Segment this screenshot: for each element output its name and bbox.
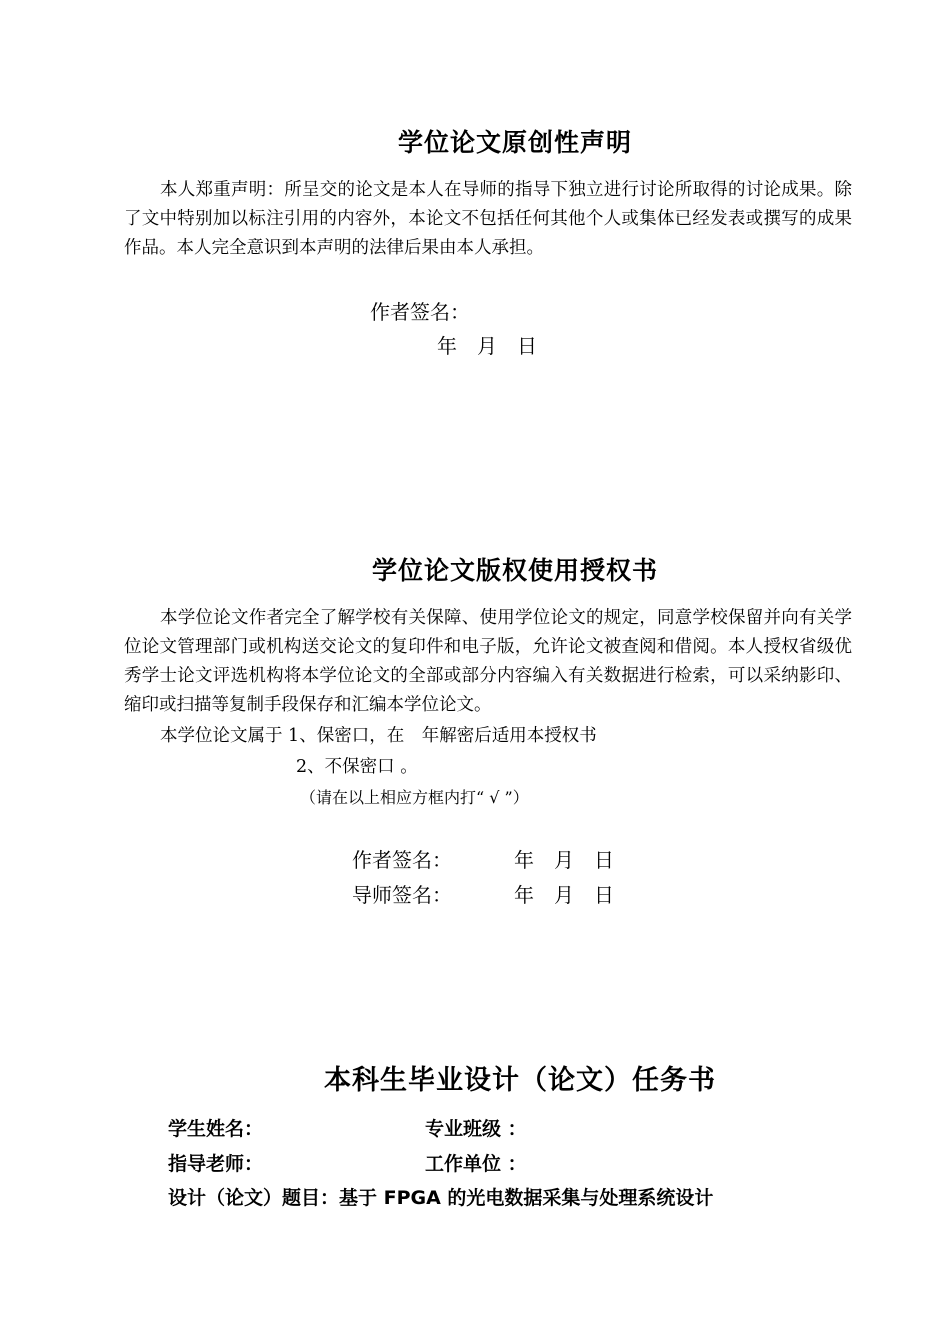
authorization-author-date: 年 月 日 [514, 848, 614, 872]
supervisor-signature-label: 导师签名： [352, 883, 452, 907]
declaration-author-signature-label: 作者签名： [370, 300, 470, 324]
thesis-topic: 设计（论文）题目：基于 FPGA 的光电数据采集与处理系统设计 [168, 1187, 714, 1209]
authorization-title: 学位论文版权使用授权书 [371, 556, 658, 585]
checkbox-instruction: （请在以上相应方框内打“ √ ”） [300, 788, 529, 807]
supervisor-label: 指导老师： [168, 1153, 264, 1175]
declaration-body [124, 176, 852, 263]
supervisor-date: 年 月 日 [514, 883, 614, 907]
task-title: 本科生毕业设计（论文）任务书 [324, 1065, 716, 1096]
authorization-author-signature-label: 作者签名： [352, 848, 452, 872]
non-confidential-option: 2、不保密口 。 [296, 757, 418, 777]
work-unit-label: 工作单位 ： [425, 1153, 527, 1175]
declaration-paragraph: 本人郑重声明：所呈交的论文是本人在导师的指导下独立进行讨论所取得的讨论成果。除了文中特别加以标注引用的内容外，本论文不包括任何其他个人或集体已经发表或撰写的成果作品。本人完全意识到本声明的法律后果由本人承担。 [124, 180, 852, 258]
authorization-paragraph: 本学位论文作者完全了解学校有关保障、使用学位论文的规定，同意学校保留并向有关学位论文管理部门或机构送交论文的复印件和电子版，允许论文被查阅和借阅。本人授权省级优秀学士论文评选机构将本学位论文的全部或部分内容编入有关数据进行检索，可以采纳影印、缩印或扫描等复制手段保存和汇编本学位论文。 [124, 608, 852, 715]
student-name-label: 学生姓名： [168, 1118, 264, 1140]
declaration-date-label: 年 月 日 [437, 334, 537, 358]
declaration-title: 学位论文原创性声明 [397, 128, 632, 157]
authorization-body [124, 604, 852, 720]
confidential-option: 本学位论文属于 1、保密口，在 年解密后适用本授权书 [160, 726, 597, 746]
major-class-label: 专业班级 ： [425, 1118, 527, 1140]
